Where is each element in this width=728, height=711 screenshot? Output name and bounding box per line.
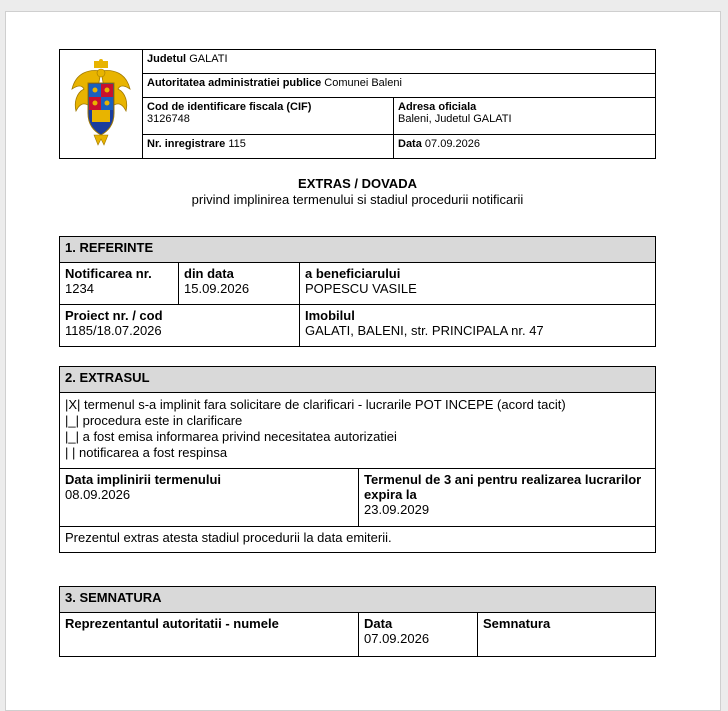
din-data-cell [179, 263, 300, 305]
title-sub: privind implinirea termenului si stadiul procedurii notificarii [191, 192, 524, 207]
status-options [60, 393, 656, 469]
county-value: GALATI [189, 53, 228, 65]
beneficiary-label: a beneficiarului [305, 266, 401, 281]
status-option: |_| a fost emisa informarea privind necesitatea autorizatiei [65, 429, 397, 444]
logo-cell [60, 50, 143, 159]
section-semnatura [59, 586, 656, 657]
authority-value: Comunei Baleni [324, 77, 402, 89]
din-data-value: 15.09.2026 [184, 281, 250, 296]
project-label: Proiect nr. / cod [65, 308, 163, 323]
representative-label: Reprezentantul autoritatii - numele [65, 616, 279, 631]
extract-footer: Prezentul extras atesta stadiul procedurii la data emiterii. [60, 527, 656, 553]
term-expiry-value: 23.09.2029 [364, 502, 430, 517]
cif-label: Cod de identificare fiscala (CIF) [147, 101, 312, 113]
header-table [59, 49, 656, 159]
header-date-label: Data [398, 138, 422, 150]
property-cell [300, 305, 656, 347]
registration-cell [143, 135, 394, 159]
document-title [59, 176, 656, 208]
status-option: |X| termenul s-a implinit fara solicitare de clarificari - lucrarile POT INCEPE (acord tacit) [65, 397, 566, 412]
registration-value: 115 [228, 138, 246, 150]
property-value: GALATI, BALENI, str. PRINCIPALA nr. 47 [305, 323, 544, 338]
section2-heading: 2. EXTRASUL [60, 367, 656, 393]
title-main: EXTRAS / DOVADA [298, 176, 417, 191]
project-value: 1185/18.07.2026 [65, 323, 162, 338]
beneficiary-value: POPESCU VASILE [305, 281, 417, 296]
address-label: Adresa oficiala [398, 101, 477, 113]
beneficiary-cell [300, 263, 656, 305]
signature-date-cell [359, 613, 478, 657]
notification-cell [60, 263, 179, 305]
property-label: Imobilul [305, 308, 355, 323]
representative-cell [60, 613, 359, 657]
romania-coat-of-arms-icon [70, 59, 132, 147]
cif-value: 3126748 [147, 113, 190, 125]
signature-date-label: Data [364, 616, 393, 631]
cif-cell [143, 98, 394, 135]
status-option: |_| procedura este in clarificare [65, 413, 243, 428]
county-label: Judetul [147, 53, 187, 65]
county-cell [143, 50, 656, 74]
address-value: Baleni, Judetul GALATI [398, 113, 512, 125]
din-data-label: din data [184, 266, 234, 281]
project-cell [60, 305, 300, 347]
registration-label: Nr. inregistrare [147, 138, 226, 150]
status-option: | | notificarea a fost respinsa [65, 445, 228, 460]
header-date-value: 07.09.2026 [424, 138, 480, 150]
signature-label: Semnatura [483, 616, 551, 631]
section-extrasul [59, 366, 656, 553]
term-completion-cell [60, 469, 359, 527]
section3-heading: 3. SEMNATURA [60, 587, 656, 613]
signature-cell [478, 613, 656, 657]
section1-heading: 1. REFERINTE [60, 237, 656, 263]
notification-value: 1234 [65, 281, 94, 296]
term-expiry-label: Termenul de 3 ani pentru realizarea lucrarilor expira la [364, 472, 642, 502]
term-expiry-cell [359, 469, 656, 527]
address-cell [394, 98, 656, 135]
authority-cell [143, 74, 656, 98]
section-referinte [59, 236, 656, 347]
term-completion-label: Data implinirii termenului [65, 472, 222, 487]
notification-label: Notificarea nr. [65, 266, 152, 281]
signature-date-value: 07.09.2026 [364, 631, 430, 646]
header-date-cell [394, 135, 656, 159]
authority-label: Autoritatea administratiei publice [147, 77, 322, 89]
term-completion-value: 08.09.2026 [65, 487, 131, 502]
